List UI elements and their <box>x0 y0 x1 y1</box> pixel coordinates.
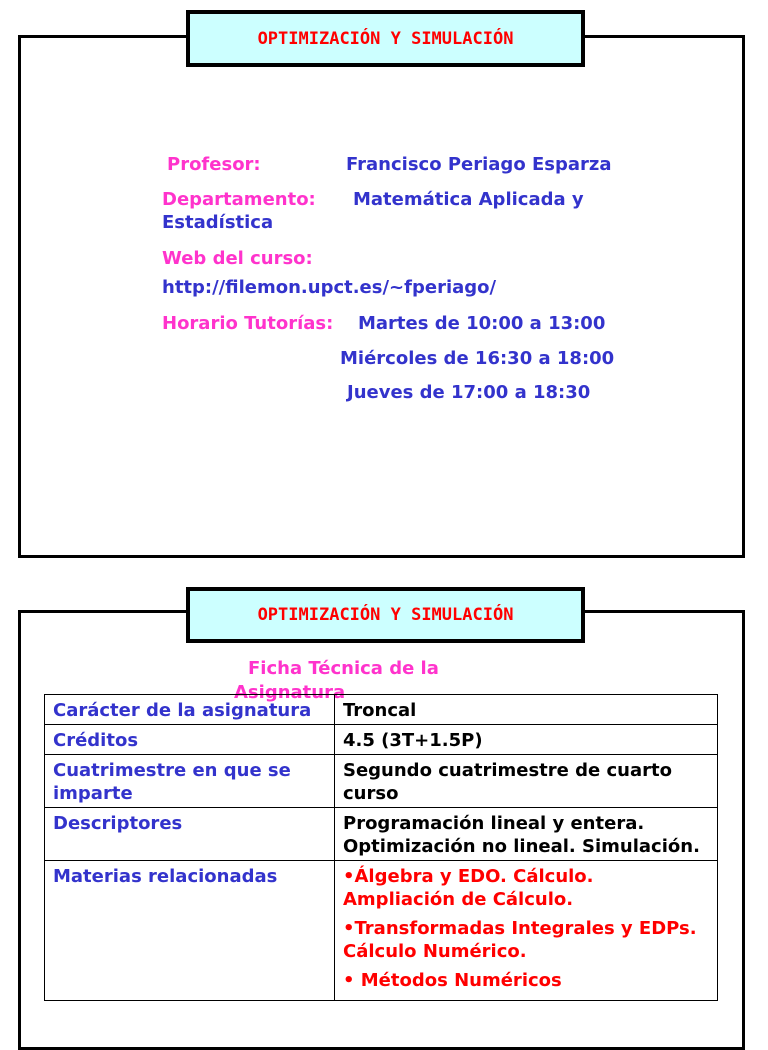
departamento-label: Departamento: <box>162 189 316 210</box>
web-label: Web del curso: <box>162 248 313 269</box>
profesor-label: Profesor: <box>167 154 261 175</box>
departamento-value: Matemática Aplicada y <box>353 189 584 210</box>
row-label: Créditos <box>45 725 335 755</box>
ficha-title-cont: Asignatura <box>234 682 346 703</box>
profesor-value: Francisco Periago Esparza <box>346 154 612 175</box>
row-value: Troncal <box>335 695 718 725</box>
row-value: Programación lineal y entera. Optimización no lineal. Simulación. <box>335 808 718 861</box>
row-value <box>335 861 718 1001</box>
ficha-title: Ficha Técnica de la <box>248 658 439 679</box>
table-row <box>45 755 718 808</box>
web-url-link[interactable]: http://filemon.upct.es/~fperiago/ <box>162 277 497 298</box>
table-row <box>45 725 718 755</box>
row-label: Descriptores <box>45 808 335 861</box>
horario-jueves: Jueves de 17:00 a 18:30 <box>347 382 591 403</box>
row-value: Segundo cuatrimestre de cuarto curso <box>335 755 718 808</box>
row-label: Materias relacionadas <box>45 861 335 1001</box>
horario-label: Horario Tutorías: <box>162 313 334 334</box>
departamento-value-cont: Estadística <box>162 212 274 233</box>
row-value: 4.5 (3T+1.5P) <box>335 725 718 755</box>
row-label: Carácter de la asignatura <box>45 695 335 725</box>
row-label: Cuatrimestre en que se imparte <box>45 755 335 808</box>
horario-martes: Martes de 10:00 a 13:00 <box>358 313 606 334</box>
ficha-table <box>44 694 718 1001</box>
table-row <box>45 861 718 1001</box>
list-item: •Transformadas Integrales y EDPs. Cálculo Numérico. <box>343 918 697 962</box>
list-item: • Métodos Numéricos <box>343 970 562 991</box>
list-item: •Álgebra y EDO. Cálculo. Ampliación de Cálculo. <box>343 866 594 910</box>
slide-1-title: OPTIMIZACIÓN Y SIMULACIÓN <box>186 10 585 67</box>
horario-miercoles: Miércoles de 16:30 a 18:00 <box>340 348 615 369</box>
slide-2-title: OPTIMIZACIÓN Y SIMULACIÓN <box>186 587 585 643</box>
table-row <box>45 808 718 861</box>
table-row <box>45 695 718 725</box>
